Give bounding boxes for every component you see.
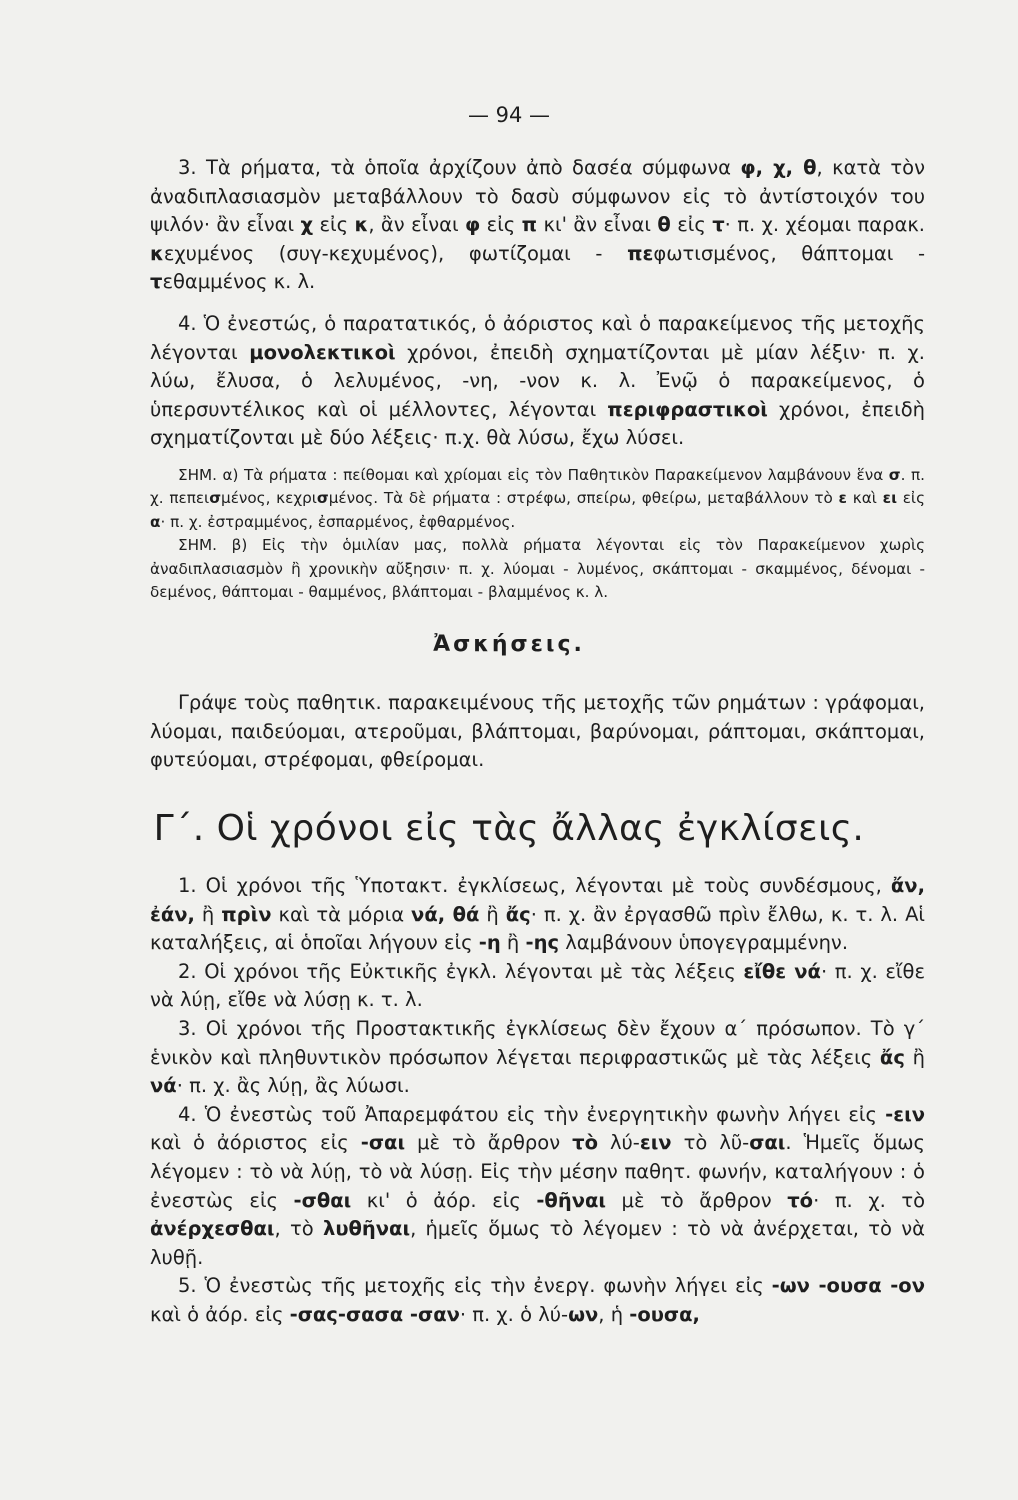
note-b: ΣΗΜ. β) Εἰς τὴν ὁμιλίαν μας, πολλὰ ρήματα λέγονται εἰς τὸν Παρακείμενον χωρὶς ἀναδιπλασιασμὸν ἢ χρονικὴν αὔξησιν· π. χ. λύομαι - λυμένος, σκάπτομαι - σκαμμένος, δένομαι - δεμένος, θάπτομαι - θαμμένος, βλάπτομαι - βλαμμένος κ. λ. <box>150 536 925 602</box>
note-a: ΣΗΜ. α) Τὰ ρήματα : πείθομαι καὶ χρίομαι εἰς τὸν Παθητικὸν Παρακείμενον λαμβάνουν ἕνα σ. π. χ. πεπεισμένος, κεχρισμένος. Τὰ δὲ ρήματα : στρέφω, σπείρω, φθείρω, μεταβάλλουν τὸ ε καὶ ει εἰς α· π. χ. ἐστραμμένος, ἐσπαρμένος, ἐφθαρμένος. <box>150 466 925 531</box>
notes-block <box>150 464 925 604</box>
exercises-text-block <box>150 689 925 775</box>
section-paragraph-5: 5. Ὁ ἐνεστὼς τῆς μετοχῆς εἰς τὴν ἐνεργ. φωνὴν λήγει εἰς -ων -ουσα -ον καὶ ὁ ἀόρ. εἰς -σας-σασα -σαν· π. χ. ὁ λύ-ων, ἡ -ουσα, <box>150 1274 925 1326</box>
paragraph-3-aspirated-consonants: 3. Τὰ ρήματα, τὰ ὁποῖα ἀρχίζουν ἀπὸ δασέα σύμφωνα φ, χ, θ, κατὰ τὸν ἀναδιπλασιασμὸν μεταβάλλουν τὸ δασὺ σύμφωνον εἰς τὸ ἀντίστοιχόν του ψιλόν· ἂν εἶναι χ εἰς κ, ἂν εἶναι φ εἰς π κι' ἂν εἶναι θ εἰς τ· π. χ. χέομαι παρακ. κεχυμένος (συγ-κεχυμένος), φωτίζομαι - πεφωτισμένος, θάπτομαι - τεθαμμένος κ. λ. <box>150 156 926 294</box>
section-paragraph-4: 4. Ὁ ἐνεστὼς τοῦ Ἀπαρεμφάτου εἰς τὴν ἐνεργητικὴν φωνὴν λήγει εἰς -ειν καὶ ὁ ἀόριστος εἰς -σαι μὲ τὸ ἄρθρον τὸ λύ-ειν τὸ λῦ-σαι. Ἡμεῖς ὅμως λέγομεν : τὸ νὰ λύῃ, τὸ νὰ λύσῃ. Εἰς τὴν μέσην παθητ. φωνήν, καταλήγουν : ὁ ἐνεστὼς εἰς -σθαι κι' ὁ ἀόρ. εἰς -θῆναι μὲ τὸ ἄρθρον τό· π. χ. τὸ ἀνέρχεσθαι, τὸ λυθῆναι, ἡμεῖς ὅμως τὸ λέγομεν : τὸ νὰ ἀνέρχεται, τὸ νὰ λυθῇ. <box>150 1102 926 1269</box>
section-title: Γ΄. Οἱ χρόνοι εἰς τὰς ἄλλας ἐγκλίσεις. <box>153 808 865 849</box>
exercises-title: Ἀσκήσεις. <box>433 632 585 657</box>
section-body <box>150 872 925 1330</box>
section-paragraph-1: 1. Οἱ χρόνοι τῆς Ὑποτακτ. ἐγκλίσεως, λέγονται μὲ τοὺς συνδέσμους, ἄν, ἐάν, ἢ πρὶν καὶ τὰ μόρια νά, θά ἢ ἄς· π. χ. ἂν ἐργασθῶ πρὶν ἔλθω, κ. τ. λ. Αἱ καταλήξεις, αἱ ὁποῖαι λήγουν εἰς -η ἢ -ης λαμβάνουν ὑπογεγραμμένην. <box>150 874 926 955</box>
section-paragraph-2: 2. Οἱ χρόνοι τῆς Εὐκτικῆς ἐγκλ. λέγονται μὲ τὰς λέξεις εἴθε νά· π. χ. εἴθε νὰ λύῃ, εἴθε νὰ λύσῃ κ. τ. λ. <box>150 959 926 1012</box>
paragraph-4-single-word-tenses: 4. Ὁ ἐνεστώς, ὁ παρατατικός, ὁ ἀόριστος καὶ ὁ παρακείμενος τῆς μετοχῆς λέγονται μονολεκτικοὶ χρόνοι, ἐπειδὴ σχηματίζονται μὲ μίαν λέξιν· π. χ. λύω, ἔλυσα, ὁ λελυμένος, -νη, -νον κ. λ. Ἐνῷ ὁ παρακείμενος, ὁ ὑπερσυντέλικος καὶ οἱ μέλλοντες, λέγονται περιφραστικοὶ χρόνοι, ἐπειδὴ σχηματίζονται μὲ δύο λέξεις· π.χ. θὰ λύσω, ἔχω λύσει. <box>150 312 925 450</box>
page-number: — 94 — <box>467 103 551 127</box>
exercises-text: Γράψε τοὺς παθητικ. παρακειμένους τῆς μετοχῆς τῶν ρημάτων : γράφομαι, λύομαι, παιδεύομαι, ατεροῦμαι, βλάπτομαι, βαρύνομαι, ράπτομαι, σκάπτομαι, φυτεύομαι, στρέφομαι, φθείρομαι. <box>150 691 925 772</box>
section-paragraph-3: 3. Οἱ χρόνοι τῆς Προστακτικῆς ἐγκλίσεως δὲν ἔχουν α΄ πρόσωπον. Τὸ γ΄ ἑνικὸν καὶ πληθυντικὸν πρόσωπον λέγεται περιφραστικῶς μὲ τὰς λέξεις ἄς ἢ νά· π. χ. ἂς λύῃ, ἂς λύωσι. <box>150 1016 925 1098</box>
